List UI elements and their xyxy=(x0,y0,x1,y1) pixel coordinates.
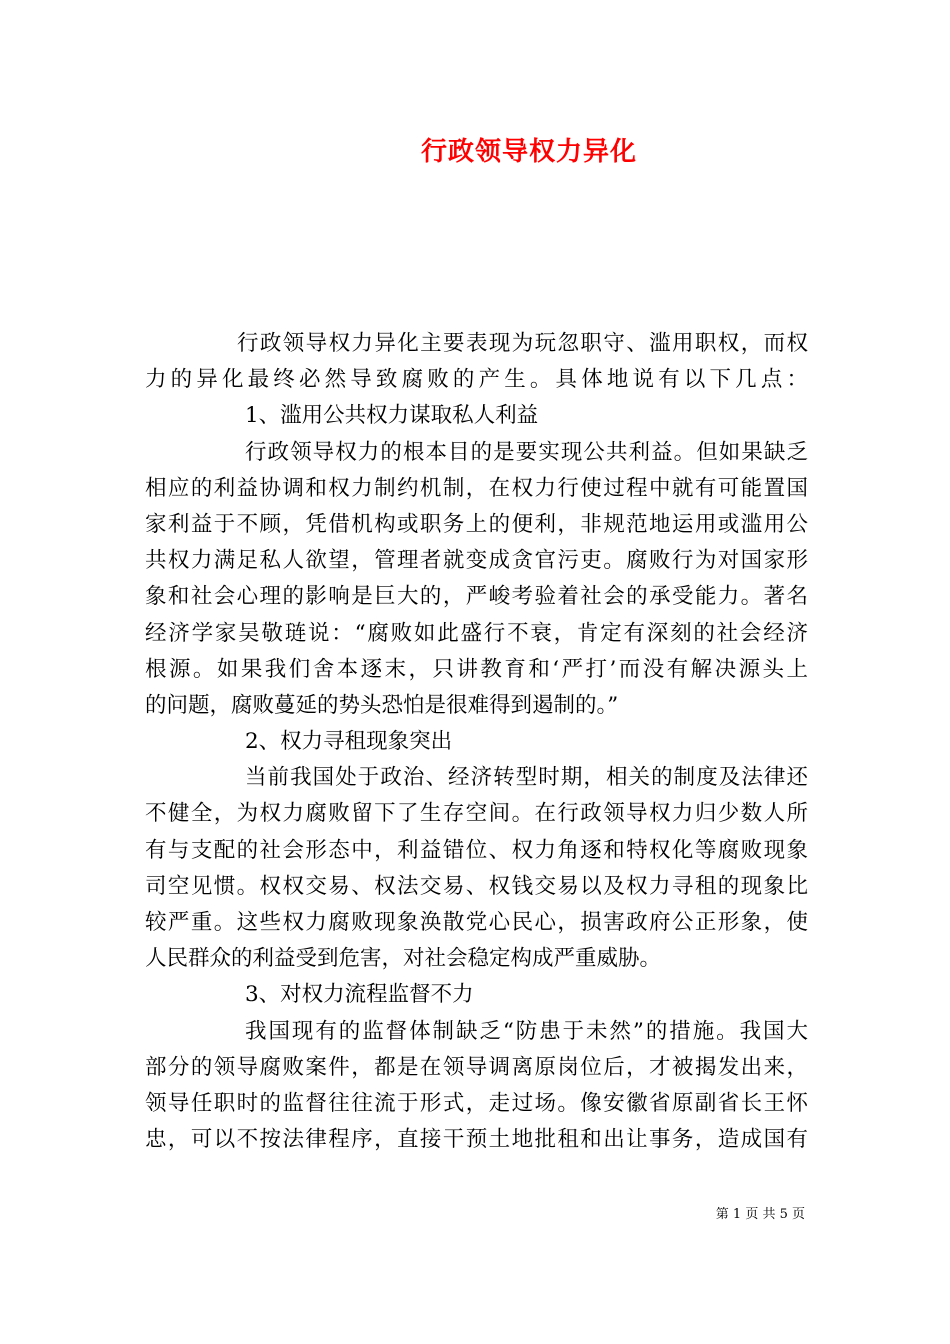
body-line: 当前我国处于政治、经济转型时期，相关的制度及法律还 xyxy=(245,765,808,791)
body-line: 家利益于不顾，凭借机构或职务上的便利，非规范地运用或滥用公 xyxy=(145,511,808,537)
body-line: 2、权力寻租现象突出 xyxy=(245,729,453,755)
body-line: 领导任职时的监督往往流于形式，走过场。像安徽省原副省长王怀 xyxy=(145,1090,808,1116)
body-line: 根源。如果我们舍本逐末，只讲教育和‘严打’而没有解决源头上 xyxy=(145,656,808,682)
body-line: 相应的利益协调和权力制约机制，在权力行使过程中就有可能置国 xyxy=(145,475,808,501)
document-title: 行政领导权力异化 xyxy=(420,137,637,167)
body-line: 有与支配的社会形态中，利益错位、权力角逐和特权化等腐败现象 xyxy=(145,837,808,863)
body-line: 行政领导权力异化主要表现为玩忽职守、滥用职权，而权 xyxy=(237,331,808,356)
body-line: 部分的领导腐败案件，都是在领导调离原岗位后，才被揭发出来， xyxy=(145,1054,808,1080)
body-line: 象和社会心理的影响是巨大的，严峻考验着社会的承受能力。著名 xyxy=(145,584,808,610)
body-line: 共权力满足私人欲望，管理者就变成贪官污吏。腐败行为对国家形 xyxy=(145,548,808,574)
body-line: 我国现有的监督体制缺乏“防患于未然”的措施。我国大 xyxy=(245,1018,808,1044)
body-line: 经济学家吴敬琏说：“腐败如此盛行不衰，肯定有深刻的社会经济 xyxy=(145,620,808,646)
body-line: 忠，可以不按法律程序，直接干预土地批租和出让事务，造成国有 xyxy=(145,1127,808,1153)
body-line: 力的异化最终必然导致腐败的产生。具体地说有以下几点： xyxy=(145,367,808,393)
body-line: 行政领导权力的根本目的是要实现公共利益。但如果缺乏 xyxy=(245,439,808,465)
body-line: 的问题，腐败蔓延的势头恐怕是很难得到遏制的。” xyxy=(145,692,619,718)
page-footer: 第 1 页 共 5 页 xyxy=(715,1207,805,1222)
document-body xyxy=(145,326,808,1158)
body-line: 较严重。这些权力腐败现象涣散党心民心，损害政府公正形象，使 xyxy=(145,910,808,935)
body-line: 1、滥用公共权力谋取私人利益 xyxy=(245,403,539,429)
body-line: 司空见惯。权权交易、权法交易、权钱交易以及权力寻租的现象比 xyxy=(145,873,808,899)
body-line: 人民群众的利益受到危害，对社会稳定构成严重威胁。 xyxy=(145,946,662,972)
body-line: 3、对权力流程监督不力 xyxy=(245,982,474,1008)
body-line: 不健全，为权力腐败留下了生存空间。在行政领导权力归少数人所 xyxy=(145,801,808,827)
